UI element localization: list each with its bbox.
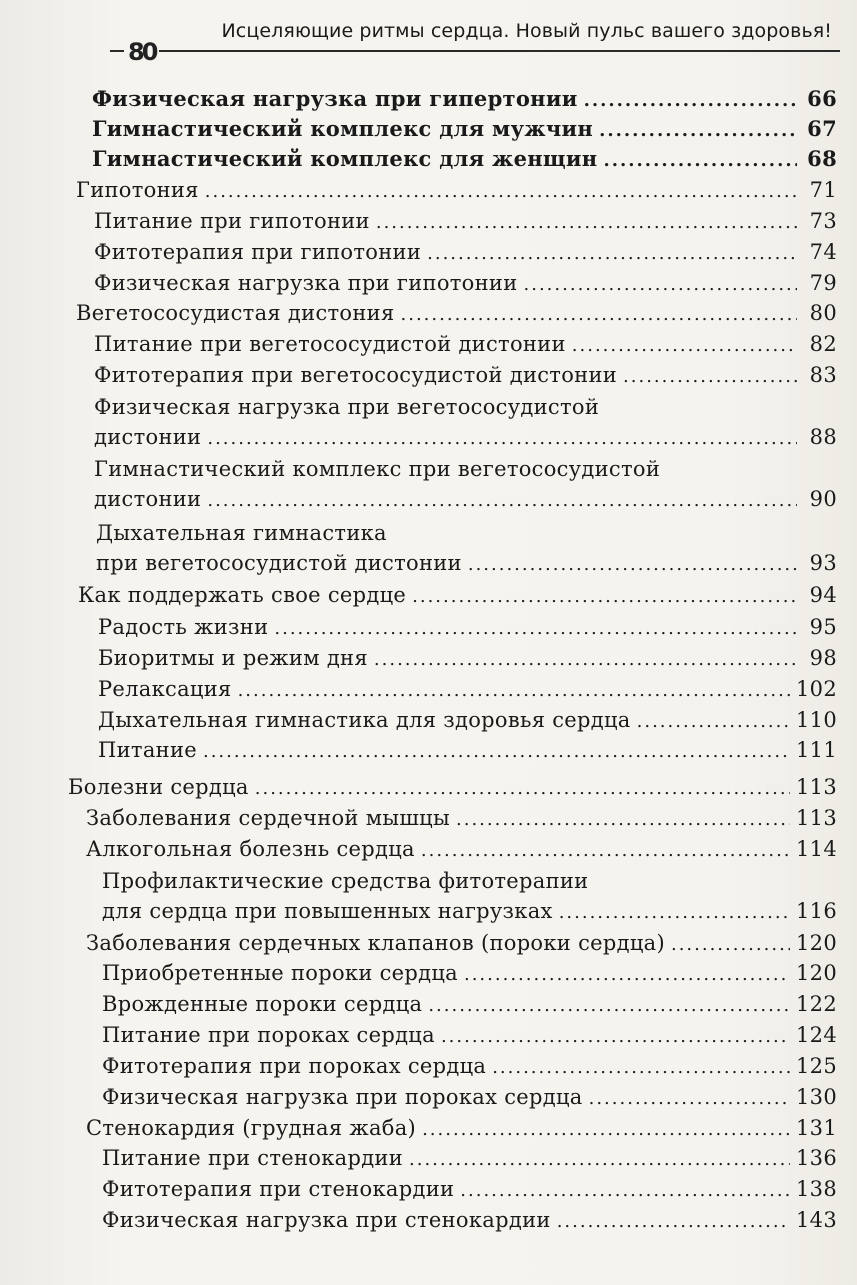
toc-entry <box>94 329 837 359</box>
toc-entry-page: 122 <box>796 992 837 1016</box>
toc-entry-page: 95 <box>809 615 837 639</box>
toc-entry-page: 110 <box>796 708 837 732</box>
toc-entry-label-line1: Физическая нагрузка при вегетососудистой <box>94 395 600 419</box>
toc-entry-label: Фитотерапия при гипотонии <box>94 240 422 264</box>
toc-entry-label: Питание при вегетососудистой дистонии <box>94 332 566 356</box>
toc-leader-dots <box>524 270 797 300</box>
toc-leader-dots <box>422 1115 790 1145</box>
toc-entry <box>94 268 837 298</box>
toc-entry-page: 125 <box>796 1054 837 1078</box>
toc-leader-dots <box>559 898 790 928</box>
toc-entry <box>102 1020 837 1050</box>
toc-entry-label: Стенокардия (грудная жаба) <box>86 1116 417 1140</box>
toc-entry <box>92 114 837 144</box>
toc-leader-dots <box>464 960 790 990</box>
toc-leader-dots <box>427 239 797 269</box>
toc-entry-label: Физическая нагрузка при гипотонии <box>94 271 518 295</box>
toc-entry-page: 113 <box>796 806 837 830</box>
toc-leader-dots <box>238 676 790 706</box>
toc-leader-dots <box>460 1176 790 1206</box>
toc-entry <box>94 237 837 267</box>
toc-entry-page: 94 <box>809 583 837 607</box>
toc-entry-page: 113 <box>796 775 837 799</box>
toc-entry-label: Фитотерапия при стенокардии <box>102 1177 455 1201</box>
toc-leader-dots <box>428 991 790 1021</box>
toc-entry <box>92 144 837 174</box>
toc-entry <box>76 298 837 328</box>
toc-entry <box>98 705 837 735</box>
toc-entry <box>94 360 837 390</box>
toc-entry-page: 124 <box>796 1023 837 1047</box>
toc-leader-dots <box>401 300 797 330</box>
toc-entry-page: 130 <box>796 1085 837 1109</box>
toc-entry-label: Заболевания сердечных клапанов (пороки сердца) <box>86 931 665 955</box>
toc-leader-dots <box>207 424 797 454</box>
toc-entry-label: Биоритмы и режим дня <box>98 646 368 670</box>
toc-entry <box>98 612 837 642</box>
toc-entry <box>102 989 837 1019</box>
toc-entry <box>86 928 837 958</box>
toc-entry-label: Физическая нагрузка при стенокардии <box>102 1208 551 1232</box>
toc-leader-dots <box>589 1084 790 1114</box>
toc-entry-page: 114 <box>796 837 837 861</box>
toc-leader-dots <box>623 362 797 392</box>
toc-entry-label: Болезни сердца <box>68 775 249 799</box>
toc-entry <box>94 206 837 236</box>
toc-entry <box>94 422 837 452</box>
toc-leader-dots <box>557 1207 790 1237</box>
toc-entry <box>86 1113 837 1143</box>
toc-entry-label: Алкогольная болезнь сердца <box>86 837 415 861</box>
toc-entry-page: 143 <box>796 1208 837 1232</box>
toc-entry-page: 102 <box>796 677 837 701</box>
toc-leader-dots <box>584 86 797 116</box>
toc-entry-page: 111 <box>796 738 837 762</box>
toc-entry-label: Фитотерапия при пороках сердца <box>102 1054 487 1078</box>
toc-entry-page: 120 <box>796 931 837 955</box>
toc-leader-dots <box>572 331 797 361</box>
toc-entry-page: 67 <box>807 116 837 141</box>
toc-entry <box>98 643 837 673</box>
toc-entry-page: 71 <box>809 178 837 202</box>
toc-leader-dots <box>492 1053 790 1083</box>
toc-leader-dots <box>441 1022 790 1052</box>
toc-entry-label: Релаксация <box>98 677 232 701</box>
toc-entry <box>94 484 837 514</box>
toc-entry-label: Как поддержать свое сердце <box>78 583 407 607</box>
toc-leader-dots <box>409 1145 790 1175</box>
toc-entry <box>98 674 837 704</box>
toc-entry-page: 93 <box>809 551 837 575</box>
toc-entry-label: Питание при пороках сердца <box>102 1023 435 1047</box>
toc-leader-dots <box>468 550 797 580</box>
toc-entry <box>102 1143 837 1173</box>
toc-entry-page: 74 <box>809 240 837 264</box>
toc-leader-dots <box>412 582 797 612</box>
toc-entry-label: Радость жизни <box>98 615 269 639</box>
toc-entry-label: Питание при стенокардии <box>102 1146 404 1170</box>
toc-entry-label: Питание при гипотонии <box>94 209 370 233</box>
toc-entry <box>86 834 837 864</box>
toc-entry-page: 82 <box>809 332 837 356</box>
toc-entry-page: 88 <box>809 425 837 449</box>
toc-entry-label: Гипотония <box>76 178 199 202</box>
toc-leader-dots <box>374 645 797 675</box>
toc-entry <box>102 1082 837 1112</box>
page-number: 80 <box>124 38 159 66</box>
toc-leader-dots <box>274 614 797 644</box>
toc-leader-dots <box>203 737 790 767</box>
toc-entry <box>98 735 837 765</box>
toc-entry <box>102 1174 837 1204</box>
toc-entry <box>92 84 837 114</box>
toc-entry-label: Питание <box>98 738 197 762</box>
toc-entry <box>102 1051 837 1081</box>
toc-entry-label: Врожденные пороки сердца <box>102 992 423 1016</box>
toc-entry-page: 73 <box>809 209 837 233</box>
toc-leader-dots <box>255 774 790 804</box>
toc-leader-dots <box>456 805 790 835</box>
toc-entry-label: Дыхательная гимнастика для здоровья сердца <box>98 708 631 732</box>
toc-leader-dots <box>207 486 797 516</box>
toc-entry-page: 136 <box>796 1146 837 1170</box>
toc-entry-label: Вегетососудистая дистония <box>76 301 395 325</box>
toc-entry <box>78 580 837 610</box>
toc-entry-page: 66 <box>807 86 837 111</box>
toc-entry-label: Гимнастический комплекс для мужчин <box>92 116 594 141</box>
toc-entry-label: дистонии <box>94 425 202 449</box>
toc-entry-label: при вегетососудистой дистонии <box>96 551 462 575</box>
toc-entry-page: 83 <box>809 363 837 387</box>
running-header-title: Исцеляющие ритмы сердца. Новый пульс вашего здоровья! <box>221 20 832 42</box>
toc-entry-page: 131 <box>796 1116 837 1140</box>
toc-leader-dots <box>376 208 797 238</box>
toc-entry <box>102 958 837 988</box>
toc-entry <box>68 772 837 802</box>
toc-entry-page: 120 <box>796 961 837 985</box>
toc-entry-label: для сердца при повышенных нагрузках <box>102 899 553 923</box>
toc-entry-page: 68 <box>807 146 837 171</box>
toc-entry-label: дистонии <box>94 487 202 511</box>
toc-entry-page: 80 <box>809 301 837 325</box>
toc-entry <box>102 896 837 926</box>
toc-leader-dots <box>603 146 797 176</box>
toc-entry <box>96 548 837 578</box>
toc-entry-label-line1: Гимнастический комплекс при вегетососудистой <box>94 457 661 481</box>
toc-entry-label-line1: Дыхательная гимнастика <box>96 521 387 545</box>
toc-leader-dots <box>205 177 797 207</box>
toc-entry-page: 138 <box>796 1177 837 1201</box>
toc-entry-label: Гимнастический комплекс для женщин <box>92 146 598 171</box>
toc-leader-dots <box>671 930 790 960</box>
toc-leader-dots <box>599 116 797 146</box>
toc-entry <box>86 803 837 833</box>
toc-entry-label: Приобретенные пороки сердца <box>102 961 458 985</box>
toc-entry-page: 98 <box>809 646 837 670</box>
toc-entry <box>102 1205 837 1235</box>
toc-entry-label-line1: Профилактические средства фитотерапии <box>102 869 589 893</box>
toc-entry-label: Заболевания сердечной мышцы <box>86 806 450 830</box>
toc-entry-page: 116 <box>796 899 837 923</box>
toc-entry-label: Физическая нагрузка при пороках сердца <box>102 1085 583 1109</box>
toc-entry-label: Физическая нагрузка при гипертонии <box>92 86 578 111</box>
toc-leader-dots <box>637 707 790 737</box>
toc-entry <box>76 175 837 205</box>
toc-entry-page: 90 <box>809 487 837 511</box>
toc-entry-label: Фитотерапия при вегетососудистой дистонии <box>94 363 618 387</box>
toc-leader-dots <box>421 836 790 866</box>
toc-entry-page: 79 <box>809 271 837 295</box>
